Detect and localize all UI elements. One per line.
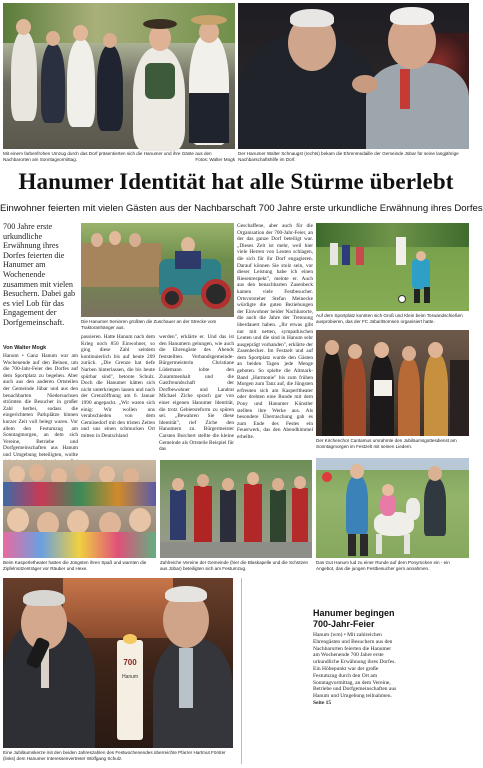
photo-caption: Zahlreiche Vereine der Gemeinde (hier die Blaskapelle und die Schützen aus Jübar) beteiligten sich am Festumzug. — [160, 560, 309, 571]
photo-caption: Mit einem farbenfrohen Umzug durch das Dorf präsentierten sich die Hanumer und ihre Gäste aus den Nachbarorten am Sonntagvormittag. Fotos: Walter Mogk — [3, 151, 235, 162]
photo-caption: Der Hanumer Walter Schnaugst (rechts) bekam die Ehrenmedaille der Gemeinde Jübar für seine langjährige Nachbarschaftshilfe im Dorf. — [238, 151, 459, 162]
photo-children-theatre — [3, 460, 156, 558]
photo-tractor — [81, 223, 234, 317]
article-column-1: Hanum • Ganz Hanum war am Wochenende auf den Beinen, um die 700-Jahr-Feier des Dorfes auf dem Sportplatz zu begehen. Aber auch aus den anderen Ortsteilen der Gemeinde Jübar und aus den benachbarten Niedersachsen strömten die Besucher in großer Zahl herbei, sodass die eingerichteten Parkplätze binnen kurzer Zeit voll belegt waren. Vor allem den Festumzug am Sonntagmorgen, an dem sich Vereine, Betriebe und Dorfgemeinschaften aus Hanum und Umgebung beteiligten, wollte — [3, 353, 78, 458]
lead-paragraph: 700 Jahre erste urkundliche Erwähnung ihres Dorfes feierten die Hanumer am Wochenende zusammen mit vielen Besuchern. Dabei gab es viel Lob für das Engagement der Dorfgemeinschaft. — [3, 222, 76, 327]
candle-sign-number: 700 — [123, 658, 137, 667]
author-byline: Von Walter Mogk — [3, 345, 47, 351]
photo-caption: Eine Jubiläumskerze mit den beiden Jahreszahlen des Festwochenendes überreichte Pfarrer Hartmut Förster (links) dem Hanumer Interessenvertreter Wolfgang Schulz. — [3, 750, 226, 761]
divider — [241, 578, 242, 764]
photo-pony — [316, 458, 469, 558]
article-column-2: passieren. Hatte Hanum nach dem Krieg noch 850 Einwohner, so ging diese Zahl seitdem kontinuierlich bis auf heute 209 zurück. „Die Grenze hat tiefe Narben hinterlassen, die bis heute spürbar sind", betonte Schulz. Doch die Hanumer hätten sich nicht unterkriegen lassen und nach der Grenzöffnung am 6. Januar 1990 angepackt. „Wir waren sich einig: Wir wollen uns verabschieden von dem Gemüsedorf mit den tristen Zeiten und uns einen schmucken Ort mitten in Deutschland — [81, 334, 155, 439]
photo-caption: Die Hanumer Senioren grüßten die Zuschauer an der Strecke vom Traktoranhänger aus. — [81, 319, 217, 330]
side-article-title: Hanumer begingen 700-Jahr-Feier — [313, 608, 395, 629]
headline: Hanumer Identität hat alle Stürme überlebt — [18, 169, 454, 194]
photo-choir — [316, 330, 469, 436]
photo-caption: Das Gut Hanum lud zu einer Runde auf dem Ponyrücken ein - ein Angebot, das die jungen Festbesucher gern annahmen. — [316, 560, 450, 571]
subheadline: Einwohner feierten mit vielen Gästen aus der Nachbarschaft 700 Jahre erste urkundliche Erwähnung ihres Dorfes — [0, 203, 483, 214]
photo-candle-handover — [3, 578, 233, 748]
photo-soccer — [316, 223, 469, 311]
article-column-4: Geschaffene, aber auch für die Organisation der 700-Jahr-Feier, an der das ganze Dorf beteiligt war. „Dieses Zelt ist mehr, weil hier viele Herren von Leuten schlagen, die sich für ihr Dorf engagieren. Darauf können Sie stolz sein, vor dieser Leistung habe ich einen Riesenrespekt", meinte er. Auch aus den benachbarten Zasenbeck kamen viele Festbesucher. Ortsvorsteher Stefan Meinecke würdigte die guten Beziehungen der Einwohner beider Nachbarorte, die auch die Jahre der Trennung überdauert haben. „Ihr etwas gibt nur mit netten, sympathischen Leuten und die sind in Hanum sehr ausgeprägt vorhanden", erklärte der Zasenbecker. Im Festzelt und auf dem Sportplatz wurde den Gästen an beiden Tagen jede Menge geboten. So spielte die Altmark-Band „Harmonie" bis zum frühen Morgen zum Tanz auf, die Jüngsten erfreuten sich am Kasperltheater oder drehten eine Runde mit dem Pony und Hanumer Künstler stellten ihre Werke aus. Als besondere Überraschung gab es zum Ende des Festes ein Feuerwerk, das den Abendhimmel erhellte. — [237, 223, 313, 440]
photo-parade — [3, 3, 235, 149]
side-article-body: Hanum (wm) • Mit zahlreichen Ehrengästen und Besuchern aus den Nachbarorten feierten die Hanumer am Wochenende 700 Jahre erste urkundliche Erwähnung ihres Dorfes. Ein Höhepunkt war der große Festumzug durch den Ort am Sonntagvormittag, an dem Vereine, Betriebe und Dorfgemeinschaften aus Hanum und Umgebung teilnahmen. Seite 15 — [313, 632, 397, 706]
candle-sign-word: Hanum — [121, 674, 139, 680]
photo-marchers — [160, 460, 312, 558]
photo-medal-award — [238, 3, 469, 149]
article-column-3: werden", erklärte er. Und das ist den Hanumern gelungen, wie auch die Ehrengäste des Abends feststellten. Verbandsgemeinde-Bürgermeisterin Christiane Lüdemann lobte den Zusammenhalt und die Gastfreundschaft der Dorfbewohner und Landrat Michael Ziche sprach gar von einer eigenen Hanumer Identität, die trotz Gebietsreform zu spüren sei. „Bewahren Sie diese Identität", rief Ziche den Hanumern zu. Bürgermeister Carsten Borchert stellte die kleine Gemeinde als Ortsteile Beispiel für das — [159, 334, 234, 453]
photo-caption: Auf dem Sportplatz konnten sich Groß und Klein beim Torwandschießen ausprobieren, das der FC Jübar/Bornsen organisiert hatte. — [316, 313, 463, 324]
photo-credit: Fotos: Walter Mogk — [195, 156, 235, 162]
photo-caption: Beim Kasperletheater hatten die Jüngsten ihren Spaß und warnten die Zipfelmützenträger vor Räuber und Hexe. — [3, 560, 147, 571]
page-reference: Seite 15 — [313, 699, 332, 706]
photo-caption: Der Kirchenchor Cantamus umrahmte den Jubiläumsgottesdienst am Sonntagmorgen im Festzelt mit seinen Liedern. — [316, 438, 457, 449]
